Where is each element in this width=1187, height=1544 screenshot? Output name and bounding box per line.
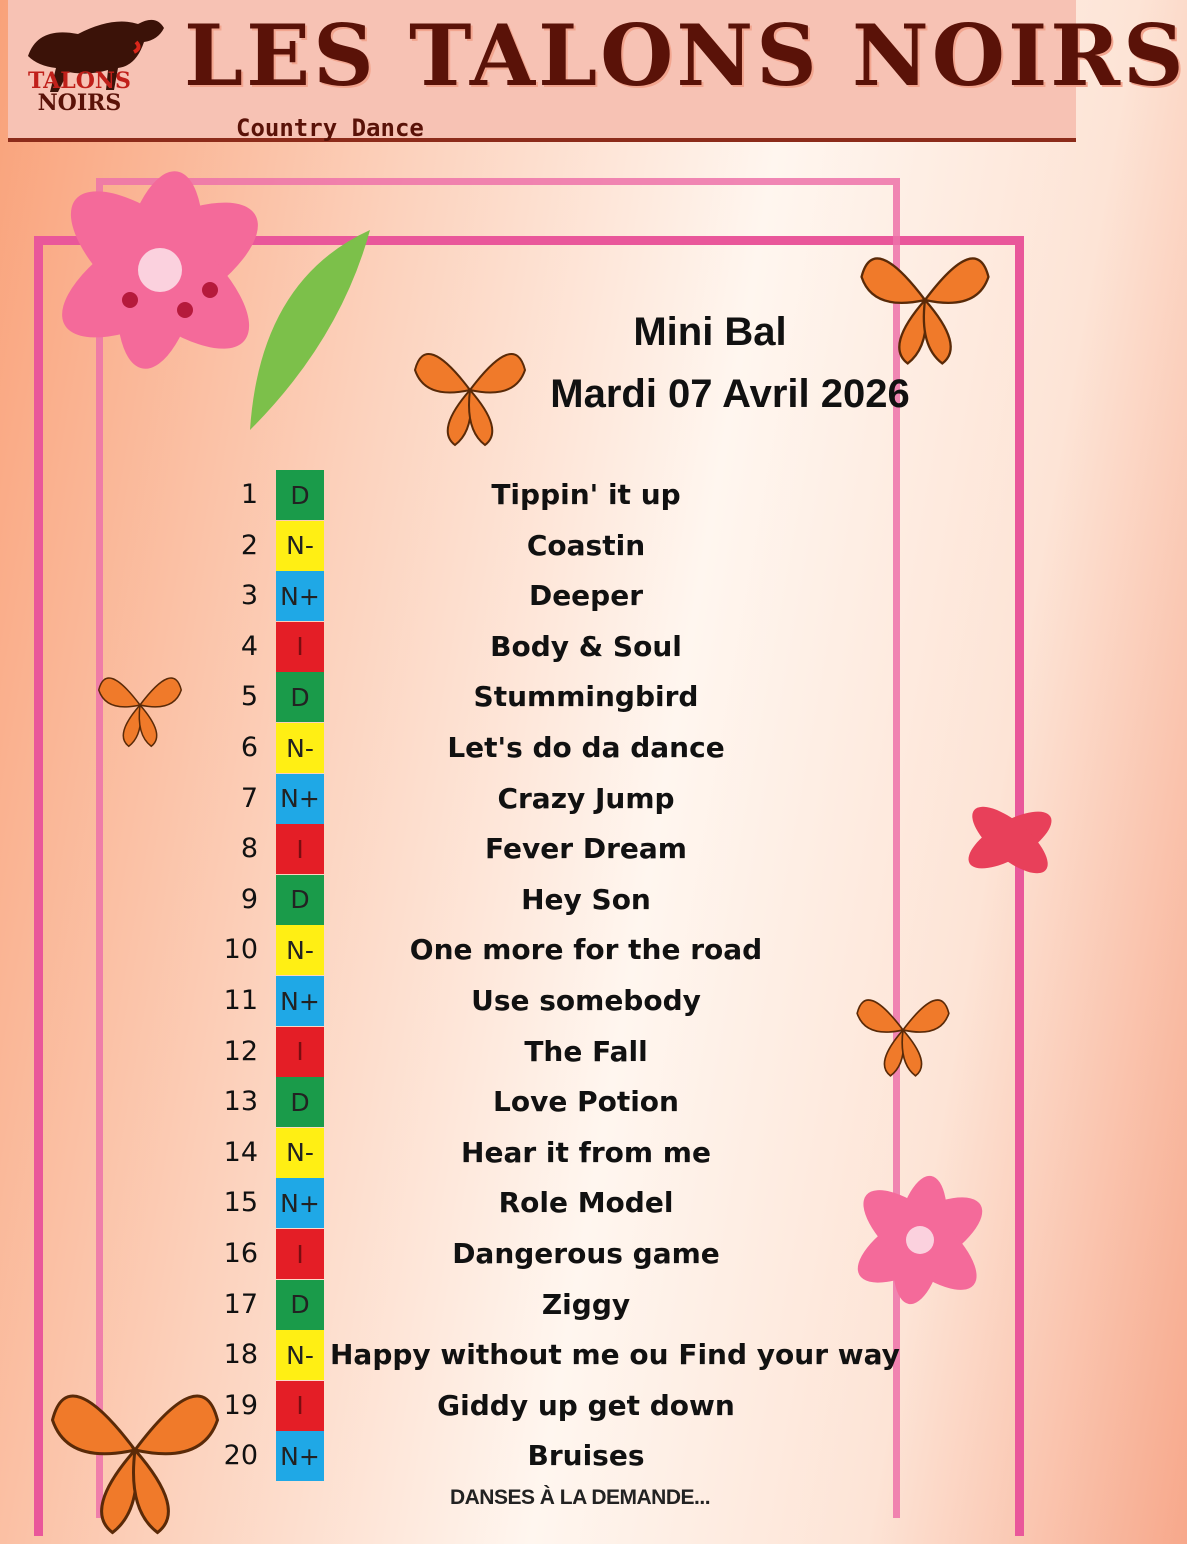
butterfly-icon [850,230,1000,370]
dance-name: Body & Soul [490,629,682,663]
butterfly-icon [90,660,190,750]
level-badge: N+ [276,774,324,824]
footer-note: DANSES À LA DEMANDE... [449,1486,711,1509]
event-name: Mini Bal [633,310,787,354]
flower-icon [950,780,1070,900]
dance-name: Role Model [498,1186,674,1220]
list-item [200,824,960,874]
dance-number: 4 [240,630,258,662]
dance-name: One more for the road [409,933,763,967]
dance-name: Crazy Jump [497,781,675,815]
list-item [200,976,960,1026]
level-badge: D [276,470,324,520]
level-badge: N+ [276,976,324,1026]
dance-name: The Fall [524,1034,648,1068]
dance-name: Ziggy [541,1287,631,1321]
dance-name: Giddy up get down [437,1388,735,1422]
list-item [200,672,960,722]
dance-number: 12 [223,1035,258,1067]
level-badge: I [276,824,324,874]
dance-number: 15 [223,1187,258,1219]
dance-number: 3 [240,580,258,612]
dance-number: 16 [223,1238,258,1269]
list-item [200,622,960,672]
dance-name: Stummingbird [473,680,699,714]
list-item [200,1027,960,1077]
dance-name: Hey Son [521,882,651,916]
dance-name: Fever Dream [485,832,687,866]
list-item [200,1431,960,1481]
dance-number: 2 [240,529,258,561]
list-item [200,1330,960,1380]
level-badge: N+ [276,1431,324,1481]
list-item [200,470,960,520]
logo-line1: TALONS [28,68,131,94]
level-badge: N- [276,1330,324,1380]
dance-number: 10 [223,934,258,966]
dance-name: Hear it from me [461,1135,711,1169]
logo-text [28,70,131,114]
dance-name: Happy without me ou Find your way [330,1338,900,1372]
dance-number: 14 [223,1136,258,1168]
level-badge: I [276,622,324,672]
dance-name: Bruises [527,1439,645,1473]
list-item [200,1381,960,1431]
list-item [200,723,960,773]
list-item [200,1178,960,1228]
dance-name: Dangerous game [452,1237,720,1270]
level-badge: D [276,1280,324,1330]
level-badge: I [276,1027,324,1077]
list-item [200,925,960,975]
level-badge: N+ [276,1178,324,1228]
dance-number: 18 [223,1339,258,1371]
event-date: Mardi 07 Avril 2026 [550,372,910,416]
dance-number: 5 [240,681,258,713]
level-badge: N+ [276,571,324,621]
dance-name: Let's do da dance [447,731,725,764]
leaf-icon [240,220,380,440]
dance-number: 9 [240,883,258,915]
dance-name: Deeper [528,579,644,613]
dance-number: 17 [223,1288,258,1320]
list-item [200,521,960,571]
list-item [200,875,960,925]
dance-number: 6 [240,732,258,763]
butterfly-icon [405,330,535,450]
logo-line2: NOIRS [37,90,122,116]
dance-number: 13 [223,1086,258,1118]
level-badge: D [276,875,324,925]
list-item [200,1077,960,1127]
level-badge: I [276,1381,324,1431]
header-banner [8,0,1187,142]
dance-number: 20 [223,1440,258,1472]
list-item [200,571,960,621]
level-badge: D [276,672,324,722]
list-item [200,1280,960,1330]
level-badge: I [276,1229,324,1279]
dance-number: 19 [223,1389,258,1421]
dance-name: Tippin' it up [491,478,681,511]
dance-number: 1 [240,479,258,510]
list-item [200,774,960,824]
dance-name: Love Potion [493,1085,679,1119]
list-item [200,1229,960,1279]
dance-name: Use somebody [471,984,701,1017]
level-badge: N- [276,521,324,571]
page-subtitle: Country Dance [236,114,424,142]
dance-name: Coastin [526,528,646,562]
level-badge: N- [276,925,324,975]
dance-number: 8 [240,833,258,865]
level-badge: N- [276,723,324,773]
level-badge: D [276,1077,324,1127]
page-title: LES TALONS NOIRS [184,6,1187,105]
dance-number: 7 [240,782,258,814]
dance-number: 11 [223,985,258,1016]
list-item [200,1128,960,1178]
level-badge: N- [276,1128,324,1178]
